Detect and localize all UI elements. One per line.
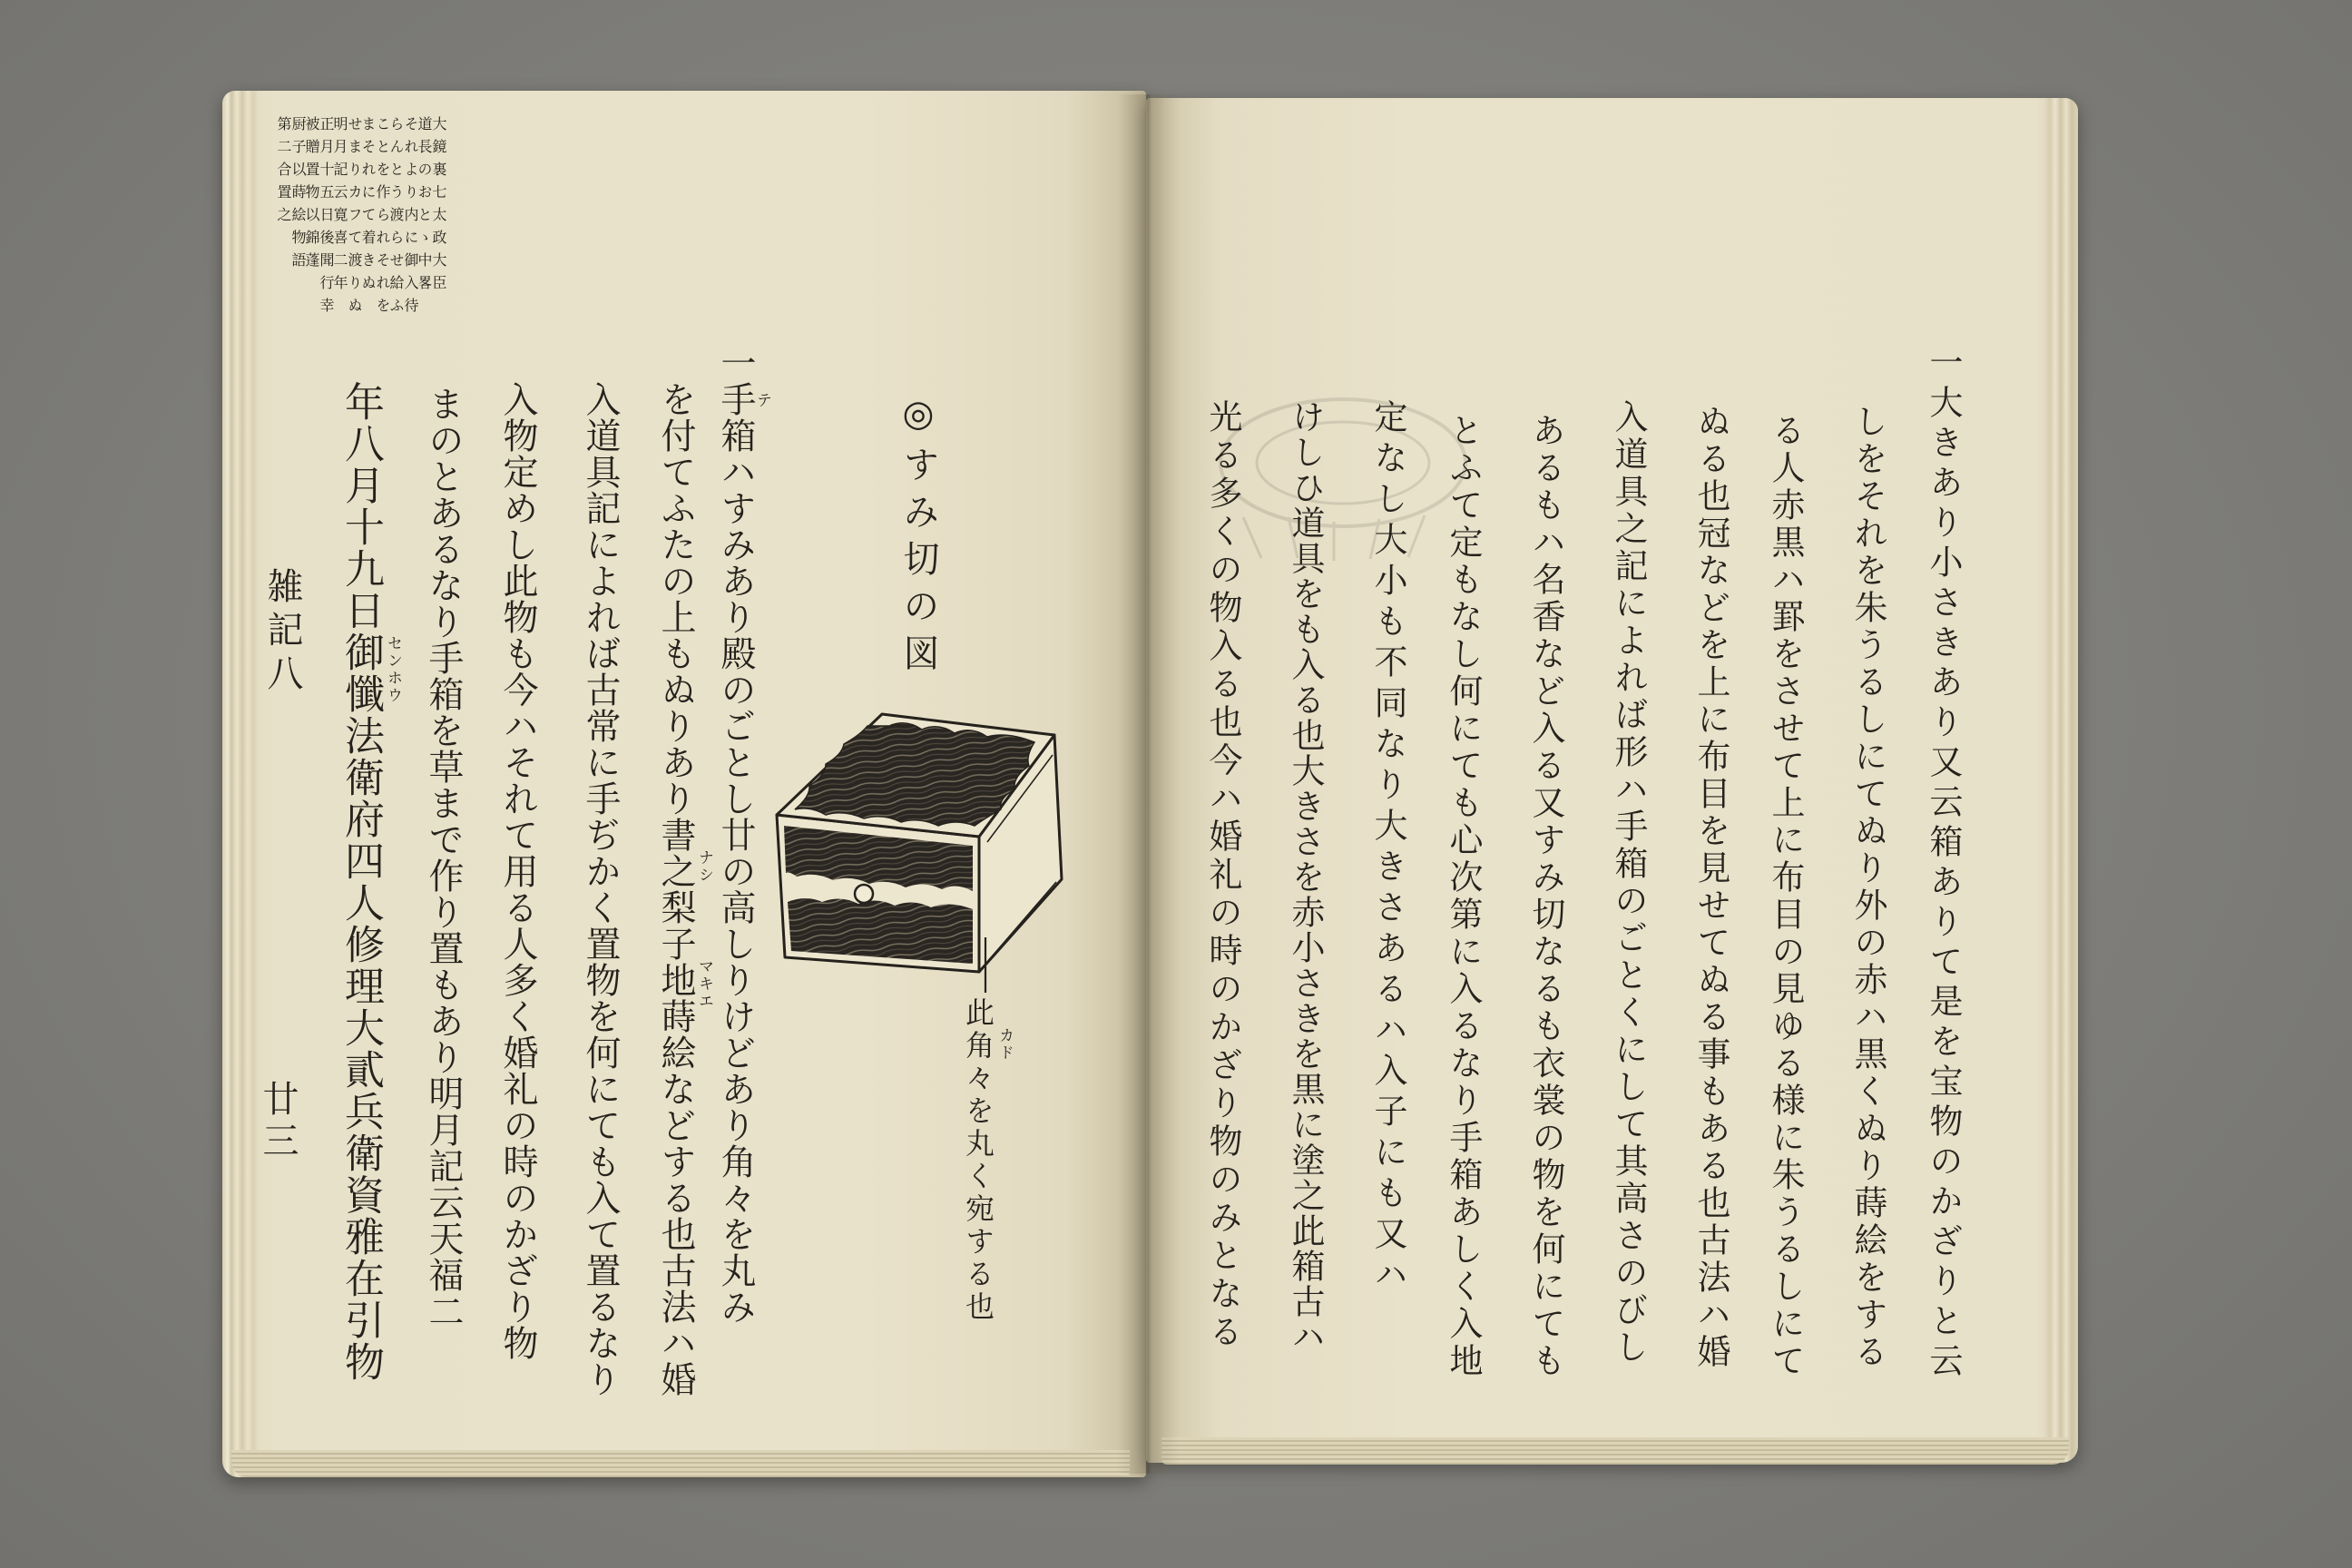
caption-ruby: カド (995, 1027, 1014, 1062)
annotation-column: 厨子以蒔絵物語 (289, 116, 307, 275)
ruby-annotation: マキエ (695, 958, 713, 1010)
ruby-annotation: センホウ (384, 635, 402, 704)
text-column: けしひ道具をも入る也大きさを赤小さきを黒に塗之此箱古ハ (1286, 399, 1325, 1355)
text-column: 入道具記によれば古常に手ぢかく置物を何にても入て置るなり (580, 381, 621, 1397)
annotation-column: それより内に御入待 (402, 116, 419, 320)
book-gutter (1116, 94, 1180, 1474)
annotation-column: 明月記云寛喜二年 (331, 116, 348, 298)
annotation-column: ことを作られそれを (374, 116, 391, 320)
ruby-annotation: テ (753, 392, 771, 409)
text-column: 入道具之記によれば形ハ手箱のごとくにして其高さのびし (1609, 399, 1648, 1367)
text-column: あるもハ名香など入る又すみ切なるも衣裳の物を何にても (1526, 413, 1565, 1380)
ruby-annotation: ナシ (695, 849, 713, 884)
text-column: とふて定もなし何にても心次第に入るなり手箱あしく入地 (1444, 413, 1483, 1380)
text-column: 一手箱ハすみあり殿のごとし廿の高しりけどあり角々を丸み (715, 345, 756, 1325)
text-column: る人赤黒ハ罫をさせて上に布目の見ゆる様に朱うるしにて (1766, 413, 1805, 1380)
text-column: 入物定めし此物も今ハそれて用る人多く婚礼の時のかざり物 (497, 381, 538, 1361)
figure-caption: 此角々を丸く宛する也 (961, 997, 995, 1324)
annotation-column: らんとう渡らせ給ふ (387, 116, 405, 320)
figure-title: ◎すみ切の図 (897, 393, 939, 681)
annotation-column: 大鏡裏七太政大臣 (430, 116, 447, 298)
lacquer-box-illustration (769, 710, 1078, 1000)
annotation-column: 第二合置之 (275, 116, 292, 230)
section-label: 雑記八 (261, 567, 303, 698)
text-column: を付てふたの上もぬりあり書之梨子地蒔絵などする也古法ハ婚 (655, 381, 696, 1397)
right-page-edges (1161, 1437, 2069, 1465)
text-column: 定なし大小も不同なり大きさあるハ入子にも又ハ (1368, 399, 1407, 1298)
text-column: 年八月十九日御懺法衛府四人修理大貳兵衛資雅在引物 (338, 381, 384, 1383)
text-column: まのとあるなり手箱を草まで作り置もあり明月記云天福二 (423, 386, 464, 1329)
annotation-column: まそれにて着きぬ (359, 116, 377, 298)
text-column: 光る多くの物入る也今ハ婚礼の時のかざり物のみとなる (1203, 399, 1242, 1352)
annotation-column: せまりカフて渡りぬ (346, 116, 363, 320)
bleed-through-mark (1207, 381, 1479, 563)
annotation-column: 道長のおとゝ中畧 (416, 116, 433, 298)
text-column: 一大きあり小さきあり又云箱ありて是を宝物のかざりと云 (1924, 345, 1963, 1383)
annotation-column: 正月十五日後聞行幸 (318, 116, 335, 320)
left-page-edges (231, 1450, 1130, 1477)
annotation-column: 被贈置物以錦蓬 (303, 116, 320, 275)
page-number: 廿三 (257, 1080, 299, 1163)
text-column: しをそれを朱うるしにてぬり外の赤ハ黒くぬり蒔絵をする (1848, 404, 1887, 1371)
text-column: ぬる也冠などを上に布目を見せてぬる事もある也古法ハ婚 (1691, 404, 1730, 1371)
